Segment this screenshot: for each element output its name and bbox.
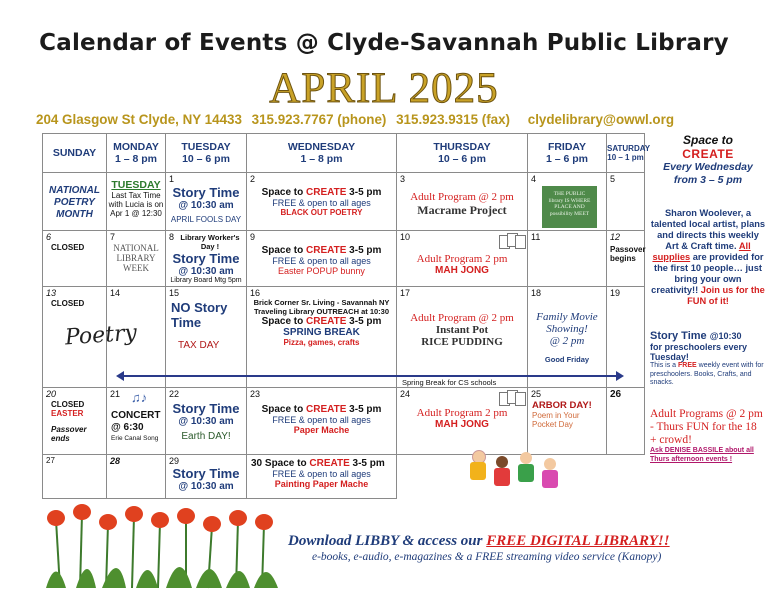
closed-note: CLOSED: [51, 243, 85, 252]
day-cell: [166, 287, 247, 388]
day-number: 24: [400, 389, 411, 399]
join-text: Join us for the FUN of it!: [687, 285, 765, 306]
day-number: 12: [610, 232, 621, 242]
april-fools-note: APRIL FOOLS DAY: [170, 215, 242, 224]
supplies-underlined: All supplies: [652, 241, 751, 262]
day-cell: [397, 173, 528, 231]
adult-program-label: Adult Program 2 pm: [416, 253, 508, 265]
day-cell: [166, 388, 247, 455]
free-label: FREE: [678, 362, 697, 369]
day-number: 7: [110, 232, 116, 242]
day-header-wednesday: WEDNESDAY 1 – 8 pm: [247, 134, 397, 173]
closed-note: CLOSED: [51, 299, 85, 308]
supplies-text: are provided for the first 10 people… just bring your own creativity!!: [651, 252, 764, 295]
event-note: BLACK OUT POETRY: [280, 208, 363, 217]
mahjong-tiles-icon: [499, 390, 523, 404]
mahjong-tiles-icon: [499, 233, 523, 247]
day-number: 1: [169, 174, 175, 184]
contact-line: [36, 112, 766, 127]
concert-time: @ 6:30: [111, 422, 144, 433]
create-label: CREATE: [309, 458, 350, 469]
fax: 315.923.9315 (fax): [396, 112, 511, 127]
story-time-time: @ 10:30 am: [178, 266, 234, 277]
day-number: 2: [250, 174, 256, 184]
day-header-monday: MONDAY 1 – 8 pm: [107, 134, 166, 173]
spring-break-arrow: [120, 375, 618, 377]
adult-program-label: Adult Program 2 pm: [416, 407, 508, 419]
tax-title: TUESDAY: [111, 179, 161, 191]
story-time-heading: Story Time: [650, 330, 707, 342]
day-number: 5: [610, 174, 616, 184]
event-note: Easter POPUP bunny: [278, 266, 365, 276]
arrow-head-left: [116, 371, 124, 381]
day-number: 22: [169, 389, 180, 399]
ask-denise-note: Ask DENISE BASSILE about all Thurs afternoon events !: [650, 447, 754, 463]
month-heading: APRIL 2025: [269, 65, 499, 112]
day-cell: [43, 455, 107, 499]
day-cell: [43, 231, 107, 287]
day-cell: 9 Space to CREATE 3-5 pm FREE & open to all ages Easter POPUP bunny: [247, 231, 397, 287]
day-cell: [607, 287, 645, 388]
address: 204 Glasgow St Clyde, NY 14433: [36, 112, 242, 127]
event-title-2: RICE PUDDING: [421, 336, 503, 348]
day-cell: [397, 388, 528, 455]
day-cell: [607, 388, 645, 455]
no-story-time: NO Story Time: [171, 300, 228, 330]
poetry-script: Poetry: [64, 320, 138, 351]
day-header-tuesday: TUESDAY 10 – 6 pm: [166, 134, 247, 173]
story-time-title: Story Time: [172, 466, 240, 481]
library-week-note: NATIONAL LIBRARY WEEK: [113, 243, 159, 273]
adult-programs-box: [650, 408, 766, 464]
day-number: 9: [250, 232, 256, 242]
event-title: Macrame Project: [417, 203, 507, 217]
arbor-day-note: ARBOR DAY!: [532, 400, 592, 411]
good-friday-note: Good Friday: [544, 355, 590, 364]
day-cell: [528, 173, 607, 231]
create-label: CREATE: [306, 404, 347, 415]
kids-illustration: [466, 448, 566, 500]
email-link[interactable]: clydelibrary@owwl.org: [527, 112, 675, 127]
day-header-thursday: THURSDAY 10 – 6 pm: [397, 134, 528, 173]
day-number: 20: [46, 389, 57, 399]
outreach-line-2: Traveling Library OUTREACH at 10:30: [253, 307, 390, 316]
spring-break-note: Spring Break for CS schools: [402, 378, 497, 387]
adult-program-label: Adult Program @ 2 pm: [410, 191, 514, 203]
story-time-hour: @10:30: [709, 331, 742, 341]
day-number: 16: [250, 288, 261, 298]
week-row-4: [43, 388, 645, 455]
weekday-header-row: [43, 134, 645, 173]
day-cell: [528, 388, 607, 455]
day-cell: [107, 388, 166, 455]
concert-title: CONCERT: [111, 410, 161, 421]
day-number: 19: [610, 288, 621, 298]
story-time-time: @ 10:30 am: [178, 200, 234, 211]
poetry-month-label: NATIONAL POETRY MONTH: [49, 185, 100, 220]
movie-time: @ 2 pm: [549, 335, 585, 347]
day-cell: [166, 455, 247, 499]
event-note: Pizza, games, crafts: [283, 338, 360, 347]
day-cell: [397, 231, 528, 287]
story-time-title: Story Time: [172, 185, 240, 200]
day-number: 30: [251, 458, 263, 469]
day-number: 21: [110, 389, 121, 399]
day-cell: [607, 231, 645, 287]
day-header-friday: FRIDAY 1 – 6 pm: [528, 134, 607, 173]
day-number: 25: [531, 389, 542, 399]
story-time-title: Story Time: [172, 251, 240, 266]
day-cell: [528, 231, 607, 287]
tax-day-note: TAX DAY: [178, 340, 220, 351]
story-time-time: @ 10:30 am: [178, 481, 234, 492]
day-number: 18: [531, 288, 542, 298]
day-cell: 23 Space to CREATE 3-5 pm FREE & open to all ages Paper Mache: [247, 388, 397, 455]
event-title: Instant Pot: [435, 324, 489, 336]
day-cell: [607, 173, 645, 231]
sharon-description: [650, 208, 766, 307]
free-note: FREE & open to all ages: [272, 256, 371, 266]
sharon-text: Sharon Woolever, a talented local artist, plans and directs this weekly Art & Craft time.: [650, 208, 766, 251]
day-cell: [43, 388, 107, 455]
tax-note: Last Tax Time with Lucia is on Apr 1 @ 12:30: [108, 191, 164, 218]
phone: 315.923.7767 (phone): [251, 112, 387, 127]
movie-title: Family Movie Showing!: [536, 311, 598, 335]
event-note: Painting Paper Mache: [274, 479, 369, 489]
day-cell: [166, 173, 247, 231]
libby-download-line: [288, 533, 670, 550]
event-title: MAH JONG: [435, 265, 489, 276]
day-number: 14: [110, 288, 121, 298]
week-row-3: [43, 287, 645, 388]
day-number: 28: [110, 456, 121, 466]
tulips-illustration: [36, 500, 286, 590]
day-cell: 30 Space to CREATE 3-5 pm FREE & open to all ages Painting Paper Mache: [247, 455, 397, 499]
free-digital-library-link[interactable]: FREE DIGITAL LIBRARY!!: [486, 533, 670, 549]
arrow-head-right: [616, 371, 624, 381]
space-to-create-box: [652, 133, 764, 187]
poem-pocket-note: Poem in Your Pocket Day: [532, 411, 580, 429]
calendar-title: Calendar of Events @ Clyde-Savannah Public Library: [39, 30, 729, 56]
spring-break-label: SPRING BREAK: [283, 327, 360, 338]
digital-services-line: e-books, e-audio, e-magazines & a FREE streaming video service (Kanopy): [312, 551, 662, 563]
day-number: 10: [400, 232, 411, 242]
libby-text: Download LIBBY & access our: [288, 533, 487, 549]
day-number: 17: [400, 288, 411, 298]
create-label: CREATE: [306, 316, 347, 327]
library-poster: THE PUBLIC library IS WHERE PLACE AND possibility MEET: [542, 186, 597, 228]
space-to-heading: Space to: [682, 133, 733, 147]
earth-day-note: Earth DAY!: [181, 431, 231, 442]
free-note: FREE & open to all ages: [272, 198, 371, 208]
create-label: CREATE: [306, 245, 347, 256]
outreach-line-1: Brick Corner Sr. Living - Savannah NY: [253, 298, 390, 307]
passover-note: Passover begins: [610, 245, 646, 263]
event-note: Paper Mache: [293, 425, 350, 435]
board-meeting-note: Library Board Mtg 5pm: [170, 277, 242, 284]
passover-ends-note: Passover ends: [51, 425, 87, 443]
event-title: MAH JONG: [435, 419, 489, 430]
day-number: 8: [169, 232, 175, 242]
day-number: 27: [46, 456, 55, 465]
day-cell: [43, 173, 107, 231]
day-cell: 16 Brick Corner Sr. Living - Savannah NY Traveling Library OUTREACH at 10:30 Space to CREATE 3-5 pm SPRING BREAK Pizza, games, crafts: [247, 287, 397, 388]
day-cell: [528, 287, 607, 388]
story-time-box: Story Time @10:30 for preschoolers every Tuesday! This is a FREE weekly event with for preschoolers. Books, Crafts, and snacks.: [650, 330, 766, 388]
closed-note: CLOSED: [51, 400, 85, 409]
day-number: 11: [531, 232, 541, 242]
day-number: 23: [250, 389, 261, 399]
day-cell: [397, 287, 528, 388]
adult-programs-text: Adult Programs @ 2 pm - Thurs FUN for the 18 + crowd!: [650, 408, 763, 446]
free-note: FREE & open to all ages: [272, 469, 371, 479]
day-cell: [166, 231, 247, 287]
create-label: CREATE: [306, 187, 347, 198]
story-time-time: @ 10:30 am: [178, 416, 234, 427]
day-cell: [107, 231, 166, 287]
calendar-grid: [42, 133, 651, 499]
week-row-1: [43, 173, 645, 231]
week-row-2: [43, 231, 645, 287]
day-cell: [107, 455, 166, 499]
day-number: 29: [169, 456, 180, 466]
day-number: 15: [169, 288, 180, 298]
concert-note: Erie Canal Song: [111, 435, 159, 442]
create-heading: CREATE: [682, 147, 734, 161]
day-cell: [107, 173, 166, 231]
free-note: FREE & open to all ages: [272, 415, 371, 425]
story-time-sub: for preschoolers every Tuesday!: [650, 342, 748, 362]
story-time-title: Story Time: [172, 401, 240, 416]
music-notes-icon: ♫♪: [131, 390, 148, 405]
day-number: 13: [46, 288, 57, 298]
day-header-saturday: SATURDAY 10 – 1 pm: [607, 134, 645, 173]
worker-day-note: Library Worker's Day !: [180, 233, 240, 251]
adult-program-label: Adult Program @ 2 pm: [410, 312, 514, 324]
day-number: 6: [46, 232, 52, 242]
every-wednesday: Every Wednesday from 3 – 5 pm: [663, 161, 753, 186]
day-number: 3: [400, 174, 406, 184]
day-header-sunday: SUNDAY: [43, 134, 107, 173]
day-number: 26: [610, 389, 622, 400]
easter-note: EASTER: [51, 409, 84, 418]
day-cell: 2 Space to CREATE 3-5 pm FREE & open to all ages BLACK OUT POETRY: [247, 173, 397, 231]
day-number: 4: [531, 174, 537, 184]
